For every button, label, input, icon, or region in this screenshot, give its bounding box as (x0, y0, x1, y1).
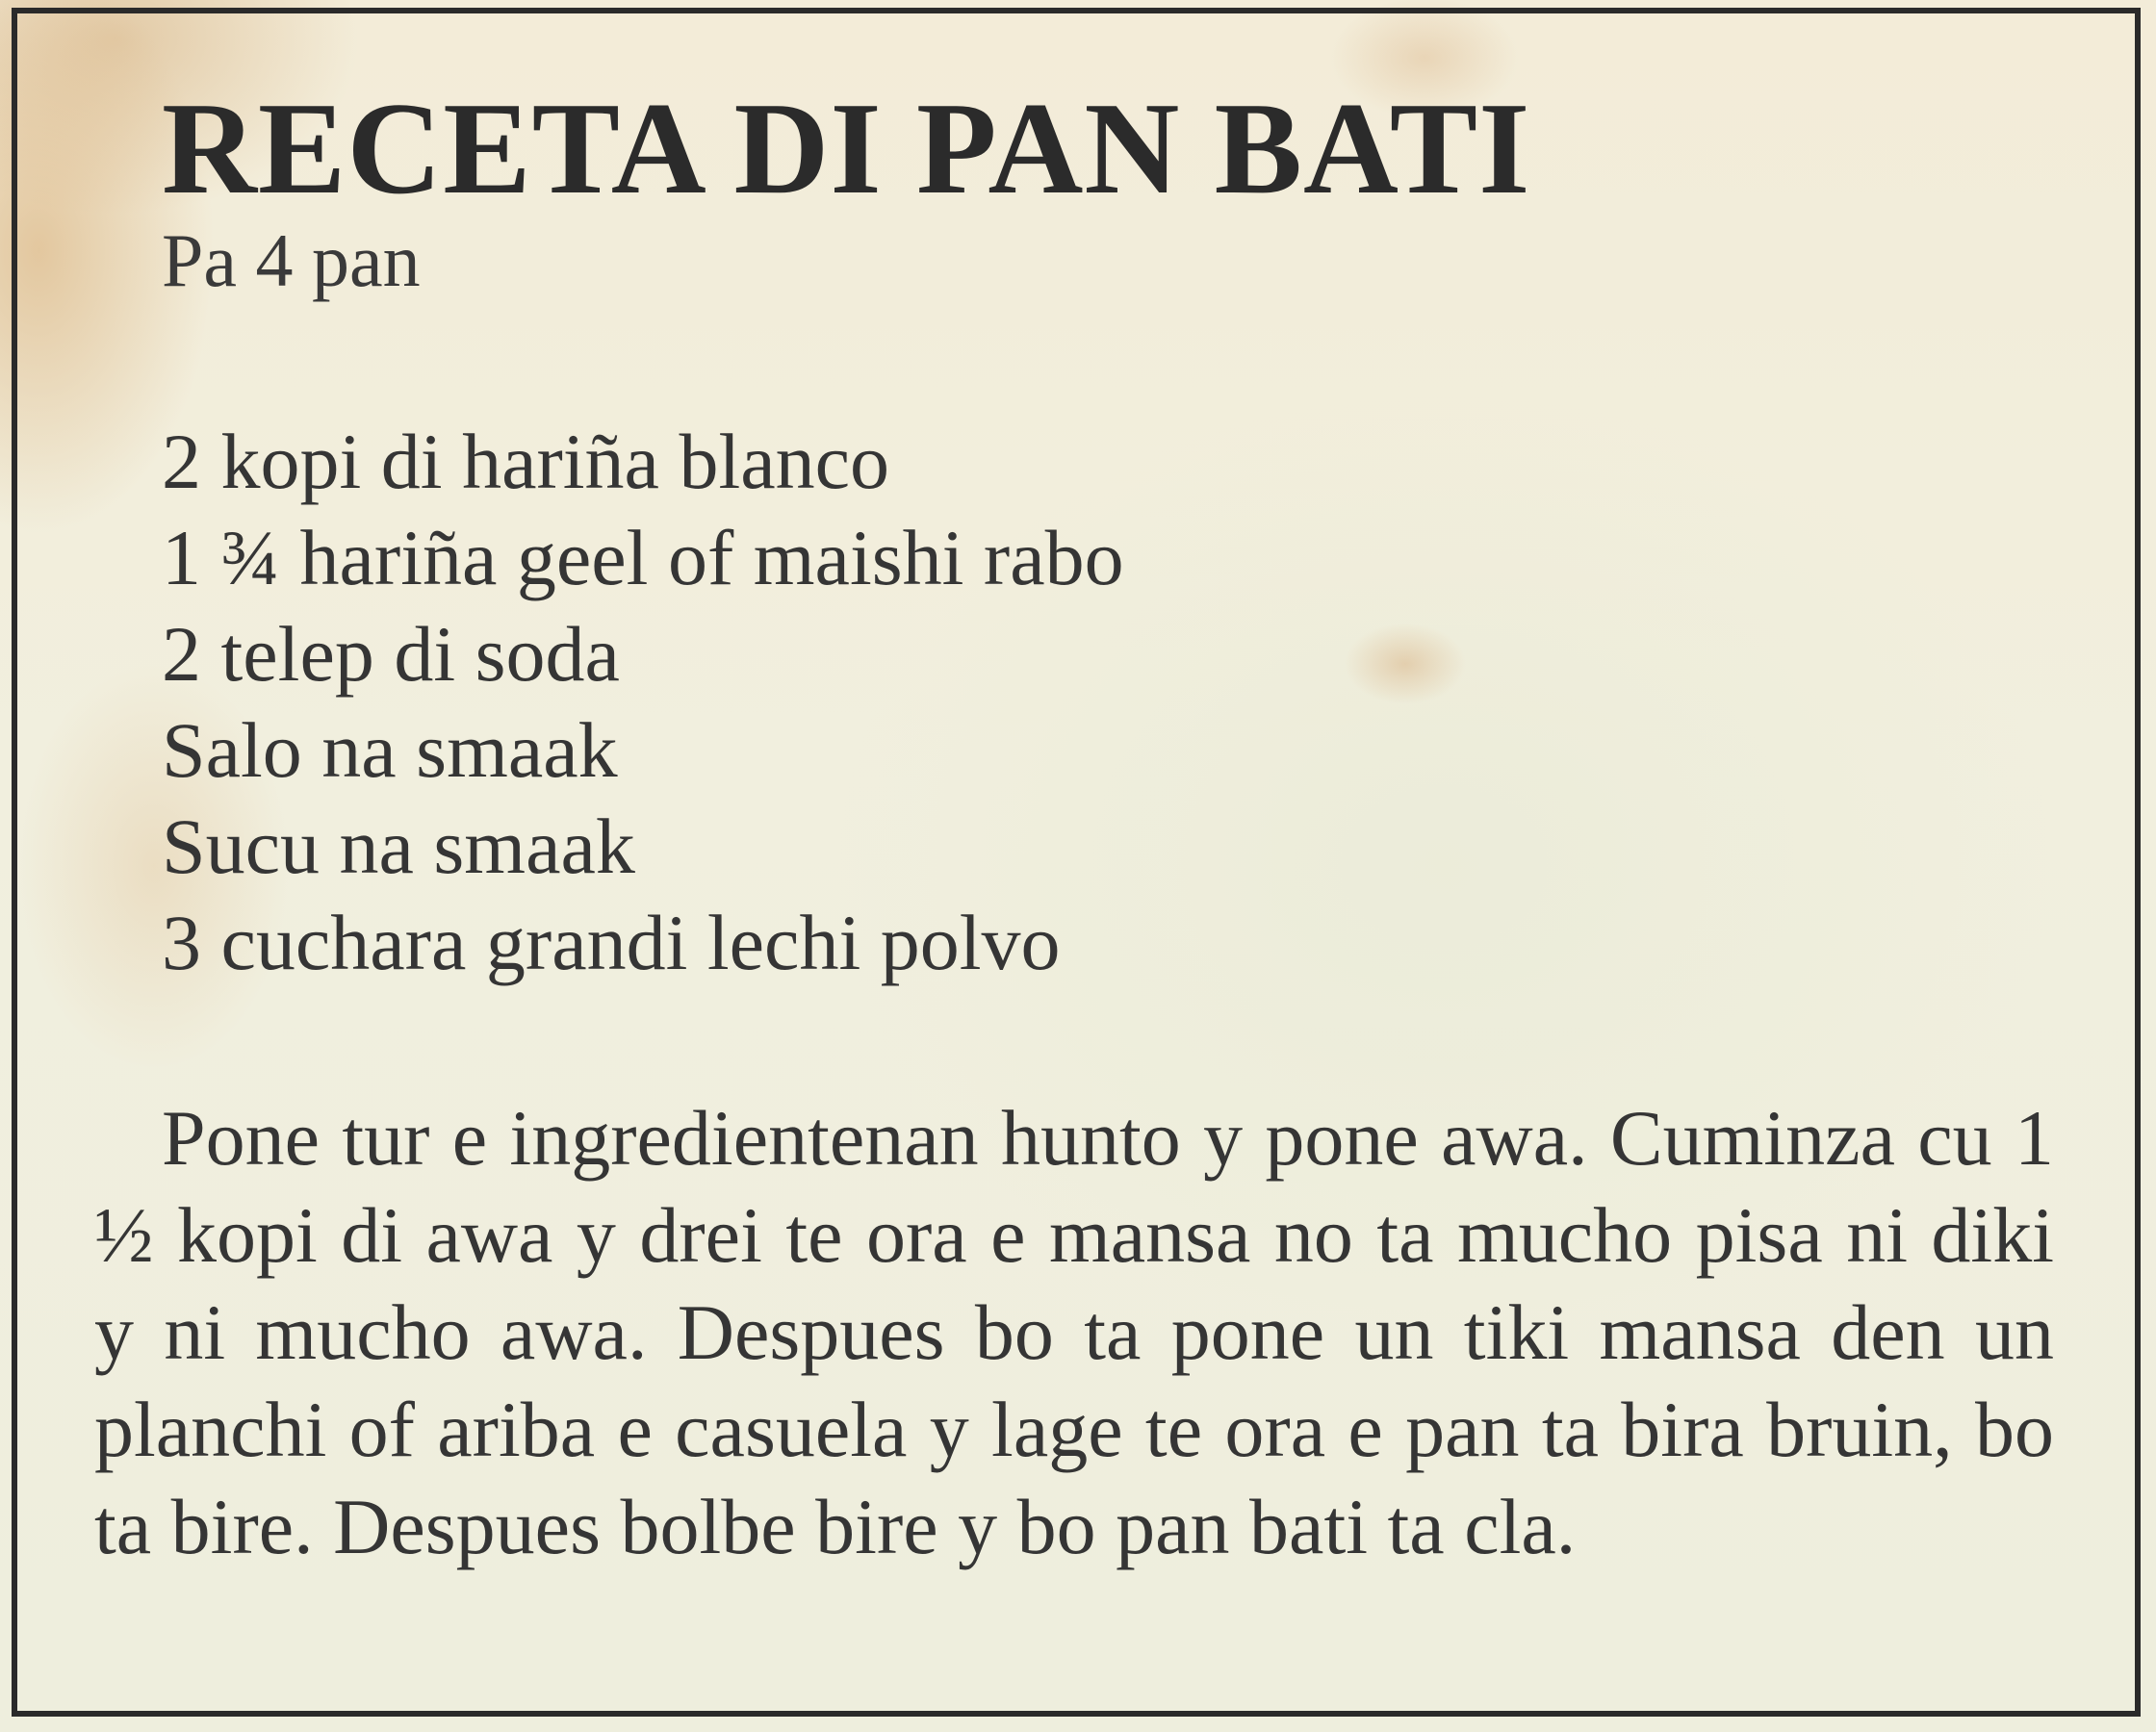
ingredient-item: 2 telep di soda (162, 610, 620, 698)
ingredient-item: 3 cuchara grandi lechi polvo (162, 899, 1061, 986)
instructions-paragraph: Pone tur e ingredientenan hunto y pone awa. Cuminza cu 1 ½ kopi di awa y drei te ora e mansa no ta mucho pisa ni diki y ni mucho awa. Despues bo ta pone un tiki mansa den un planchi of ariba e casuela y lage te ora e pan ta bira bruin, bo ta bire. Despues bolbe bire y bo pan bati ta cla. (94, 1094, 2054, 1570)
ingredient-item: Salo na smaak (162, 706, 618, 794)
recipe-title: RECETA DI PAN BATI (162, 75, 1531, 221)
ingredient-item: Sucu na smaak (162, 802, 635, 890)
ingredient-item: 2 kopi di hariña blanco (162, 418, 890, 505)
ingredient-item: 1 ¾ hariña geel of maishi rabo (162, 514, 1124, 601)
ingredient-list (162, 414, 1124, 991)
recipe-yield: Pa 4 pan (162, 218, 421, 302)
